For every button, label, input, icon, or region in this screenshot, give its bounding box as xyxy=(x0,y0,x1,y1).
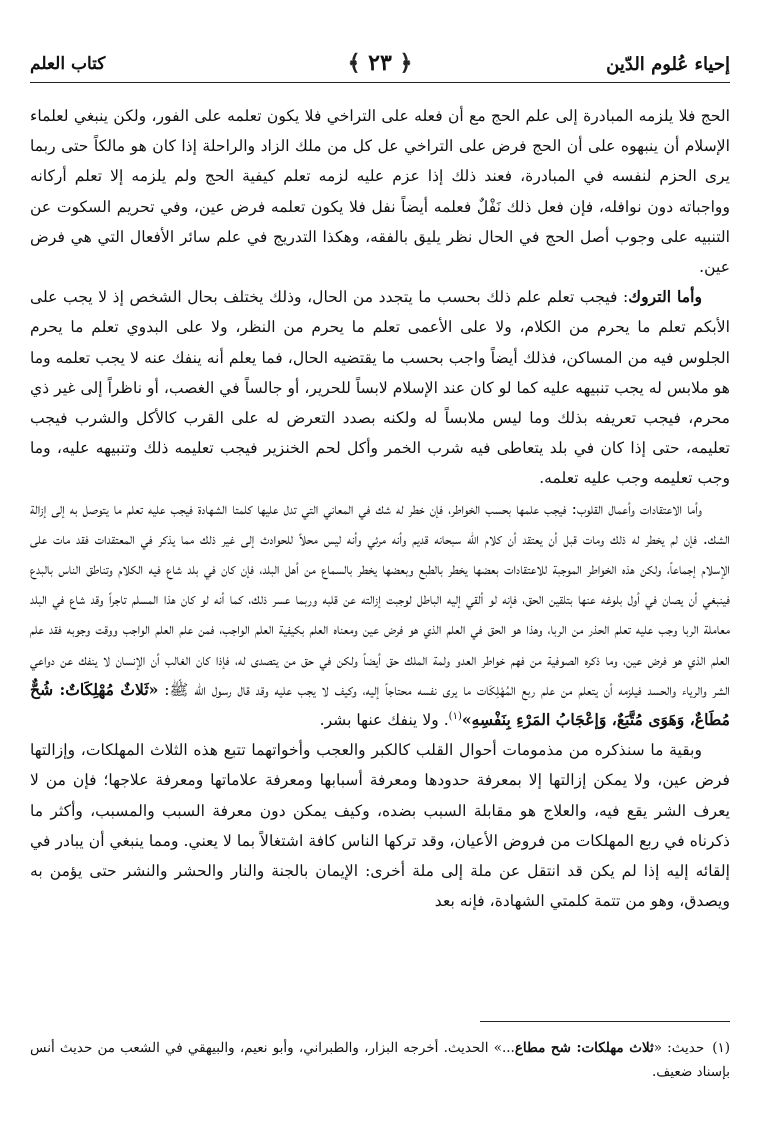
paragraph-text: وأما الاعتقادات وأعمال القلوب: فيجب علمها بحسب الخواطر، فإن خطر له شك في المعاني التي تدل عليها كلمتا الشهادة فيجب عليه تعلم ما يتوصل به إلى إزالة الشك. فإن لم يخطر له ذلك ومات قبل أن يعتقد أن كلام الله سبحانه قديم وأنه مرئي وأنه ليس محلاً للحوادث إلى غير ذلك مما يذكر في المعتقدات فقد مات على الإسلام إجماعاً، ولكن هذه الخواطر الموجبة للاعتقادات بعضها يخطر بالطبع وبعضها يخطر بالسماع من أهل البلد، فإن كان في بلد شاع فيه الكلام وتناطق الناس بالبدع فينبغي أن يصان في أول بلوغه عنها بتلقين الحق، فإنه لو ألقي إليه الباطل لوجبت إزالته عن قلبه وربما عسر ذلك، كما أنه لو كان هذا المسلم تاجراً وقد شاع في البلد معاملة الربا وجب عليه تعلم الحذر من الربا، وهذا هو الحق في العلم الذي هو فرض عين ومعناه العلم بكيفية العلم الواجب، فمن علم العلم الواجب ووقت وجوبه فقد علم العلم الذي هو فرض عين، وما ذكره الصوفية من فهم خواطر العدو ولمة الملك حق أيضاً ولكن في حق من يتصدى له، فإذا كان الغالب أن الإنسان لا ينفك عن دواعي الشر والرياء والحسد فيلزمه أن يتعلم من علم ربع المُهْلِكَات ما يرى نفسه محتاجاً إليه، وكيف لا يجب عليه وقد قال رسول الله ﷺ: xyxy=(30,499,730,699)
section-title: كتاب العلم xyxy=(30,54,106,74)
footnote xyxy=(30,1036,730,1084)
paragraph-text: : فيجب تعلم علم ذلك بحسب ما يتجدد من الحال، وذلك يختلف بحال الشخص إذ لا يجب على الأبكم تعلم ما يحرم من الكلام، ولا على الأعمى تعلم ما يحرم من النظر، ولا على البدوي تعلم ما يحرم الجلوس فيه من المساكن، فذلك أيضاً واجب بحسب ما يقتضيه الحال، فما يعلم أنه ينفك عنه لا يجب تعلمه وما هو ملابس له يجب تنبيهه عليه كما لو كان عند الإسلام لابساً للحرير، أو جالساً في الغصب، أو ناظراً إلى غير ذي محرم، فيجب تعريفه بذلك وما ليس ملابساً له ولكنه بصدد التعرض له على القرب كالأكل والشرب فيجب تعليمه، حتى إذا كان في بلد يتعاطى فيه شرب الخمر وأكل لحم الخنزير فيجب تعليمه ذلك وتنبيهه عليه، وما وجب تعليمه وجب عليه تعلمه. xyxy=(30,288,730,488)
hadith-quote: «ثَلاثٌ مُهْلِكَاتٌ: شُحٌّ مُطَاعٌ، وَهَوَى مُتَّبَعٌ، وَإعْجَابُ المَرْءِ بِنَفْسِهِ» xyxy=(30,679,730,730)
book-title: إحياء عُلوم الدّين xyxy=(606,54,730,75)
paragraph-hajj: الحج فلا يلزمه المبادرة إلى علم الحج مع أن فعله على التراخي فلا يكون تعلمه على الفور، ولكن ينبغي لعلماء الإسلام أن ينبهوه على أن الحج فرض على التراخي عل كل من ملك الزاد والراحلة إذا كان هو مالكاً حتى ربما يرى الحزم لنفسه في المبادرة، فعند ذلك إذا عزم عليه لزمه تعلم كيفية الحج ولم يلزمه إلا تعلم أركانه وواجباته دون نوافله، فإن فعل ذلك نَفْلٌ فعلمه أيضاً نفل فلا يكون تعلمه فرض عين، وفي تحريم السكوت عن التنبيه على وجوب أصل الحج في الحال نظر يليق بالفقه، وهكذا التدريج في علم سائر الأفعال التي هي فرض عين. xyxy=(30,107,730,277)
ornament-right-icon: ﴾ xyxy=(347,50,361,76)
footnote-number: (١) xyxy=(712,1040,731,1056)
paragraph-prohibitions xyxy=(30,282,730,493)
paragraph-beliefs xyxy=(30,494,730,736)
paragraph-text: . ولا ينفك عنها بشر. xyxy=(319,711,449,730)
footnote-marker: (١) xyxy=(448,710,462,722)
book-page xyxy=(30,48,731,1080)
main-text xyxy=(30,101,730,916)
paragraph-destroyers: وبقية ما سنذكره من مذمومات أحوال القلب كالكبر والعجب وأخواتهما تتبع هذه الثلاث المهلكات، وإزالتها فرض عين، ولا يمكن إزالتها إلا بمعرفة حدودها ومعرفة أسبابها ومعرفة علاماتها ومعرفة علاجها؛ فإن من لا يعرف الشر يقع فيه، والعلاج هو مقابلة السبب بضده، وكيف يمكن دون معرفة السبب والمسبب، وأكثر ما ذكرناه في ربع المهلكات من فروض الأعيان، وقد تركها الناس كافة اشتغالاً بما لا يعني. ومما ينبغي أن يبادر في إلقائه إليه إذا لم يكن قد انتقل عن ملة إلى ملة أخرى: الإيمان بالجنة والنار والحشر والنشر حتى يؤمن به ويصدق، وهو من تتمة كلمتي الشهادة، فإنه بعد xyxy=(30,741,730,911)
paragraph-lead: وأما التروك xyxy=(628,287,703,307)
footnote-text: ...» الحديث. أخرجه البزار، والطبراني، وأبو نعيم، والبيهقي في الشعب من حديث أنس بإسناد ضعيف. xyxy=(30,1040,730,1080)
footnote-divider xyxy=(480,1021,730,1022)
page-number-value: ٢٣ xyxy=(368,50,392,76)
page-number xyxy=(348,50,413,76)
footnote-label: حديث: « xyxy=(653,1040,705,1056)
running-header xyxy=(30,48,730,83)
footnote-hadith: ثلاث مهلكات: شح مطاع xyxy=(514,1040,654,1056)
ornament-left-icon: ﴿ xyxy=(399,50,413,76)
